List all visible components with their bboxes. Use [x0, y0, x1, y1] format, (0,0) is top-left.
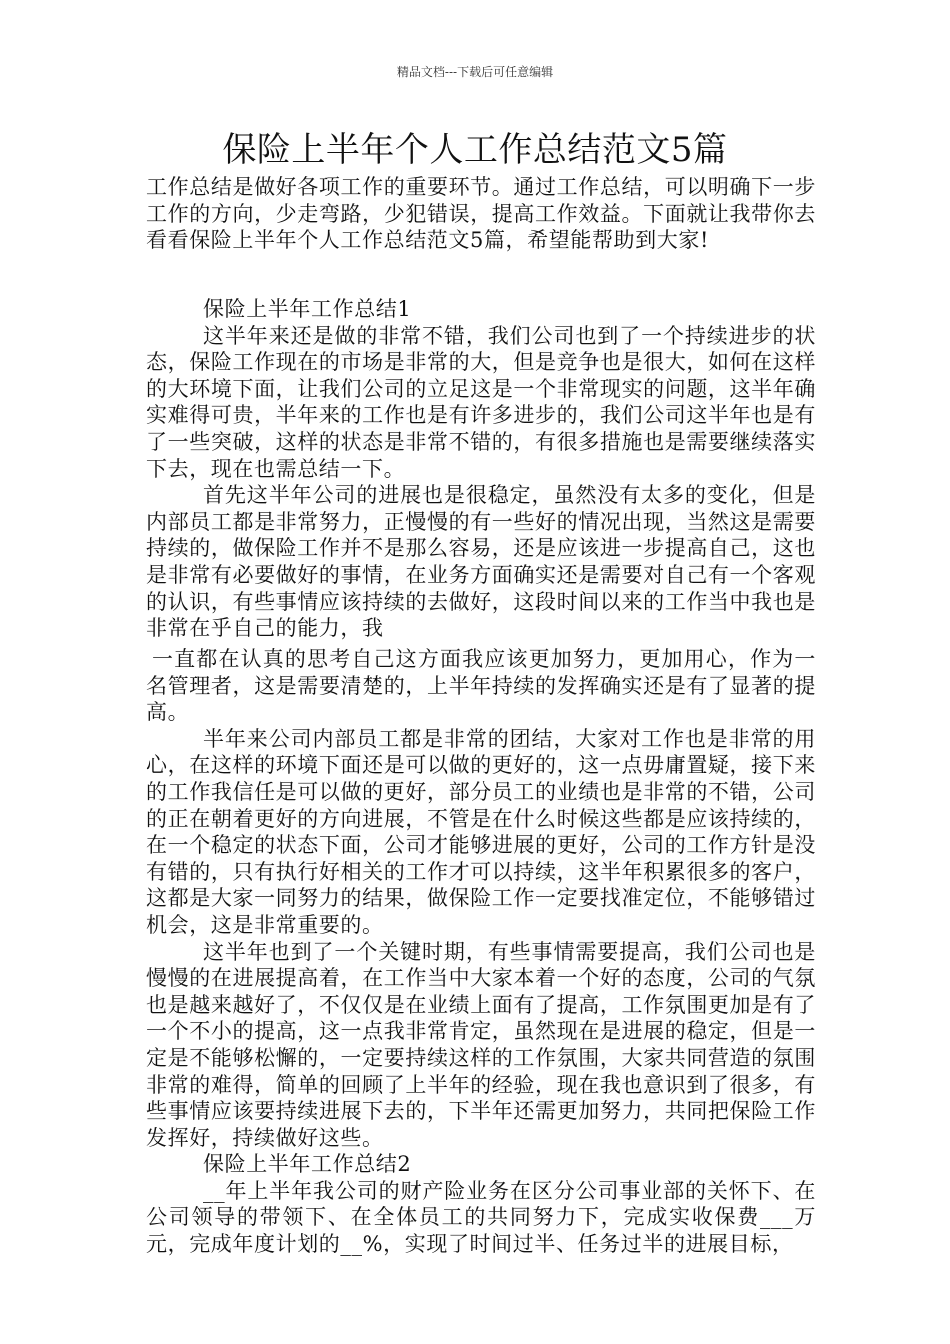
header-note: 精品文档---下载后可任意编辑	[396, 65, 554, 79]
section-1-block	[146, 296, 816, 642]
section-1-paragraph-2: 首先这半年公司的进展也是很稳定，虽然没有太多的变化，但是内部员工都是非常努力，正慢慢的有一些好的情况出现，当然这是需要持续的，做保险工作并不是那么容易，还是应该进一步提高自己，这也是非常有必要做好的事情，在业务方面确实还是需要对自己有一个客观的认识，有些事情应该持续的去做好，这段时间以来的工作当中我也是非常在乎自己的能力，我	[146, 483, 816, 641]
section-1-heading: 保险上半年工作总结1	[203, 297, 412, 321]
section-1-paragraph-5: 这半年也到了一个关键时期，有些事情需要提高，我们公司也是慢慢的在进展提高着，在工作当中大家本着一个好的态度，公司的气氛也是越来越好了，不仅仅是在业绩上面有了提高，工作氛围更加是有了一个不小的提高，这一点我非常肯定，虽然现在是进展的稳定，但是一定是不能够松懈的，一定要持续这样的工作氛围，大家共同营造的氛围非常的难得，简单的回顾了上半年的经验，现在我也意识到了很多，有些事情应该要持续进展下去的，下半年还需更加努力，共同把保险工作发挥好，持续做好这些。	[146, 939, 816, 1150]
section-1-continued-block	[146, 646, 816, 1258]
document-title: 保险上半年个人工作总结范文5篇	[222, 130, 728, 170]
section-2-paragraph-1: __年上半年我公司的财产险业务在区分公司事业部的关怀下、在公司领导的带领下、在全体员工的共同努力下，完成实收保费___万元，完成年度计划的__%，实现了时间过半、任务过半的进展目标，	[146, 1178, 816, 1257]
section-1-paragraph-4: 半年来公司内部员工都是非常的团结，大家对工作也是非常的用心，在这样的环境下面还是可以做的更好的，这一点毋庸置疑，接下来的工作我信任是可以做的更好，部分员工的业绩也是非常的不错，公司的正在朝着更好的方向进展，不管是在什么时候这些都是应该持续的，在一个稳定的状态下面，公司才能够进展的更好，公司的工作方针是没有错的，只有执行好相关的工作才可以持续，这半年积累很多的客户，这都是大家一同努力的结果，做保险工作一定要找准定位，不能够错过机会，这是非常重要的。	[146, 726, 816, 937]
section-1-paragraph-3: 一直都在认真的思考自己这方面我应该更加努力，更加用心，作为一名管理者，这是需要清楚的，上半年持续的发挥确实还是有了显著的提高。	[146, 647, 816, 725]
intro-paragraph: 工作总结是做好各项工作的重要环节。通过工作总结，可以明确下一步工作的方向，少走弯路，少犯错误，提高工作效益。下面就让我带你去看看保险上半年个人工作总结范文5篇，希望能帮助到大家!	[146, 175, 816, 253]
section-2-heading: 保险上半年工作总结2	[203, 1152, 412, 1177]
section-1-paragraph-1: 这半年来还是做的非常不错，我们公司也到了一个持续进步的状态，保险工作现在的市场是非常的大，但是竞争也是很大，如何在这样的大环境下面，让我们公司的立足这是一个非常现实的问题，这半年确实难得可贵，半年来的工作也是有许多进步的，我们公司这半年也是有了一些突破，这样的状态是非常不错的，有很多措施也是需要继续落实下去，现在也需总结一下。	[146, 323, 816, 481]
intro-block	[146, 174, 816, 254]
